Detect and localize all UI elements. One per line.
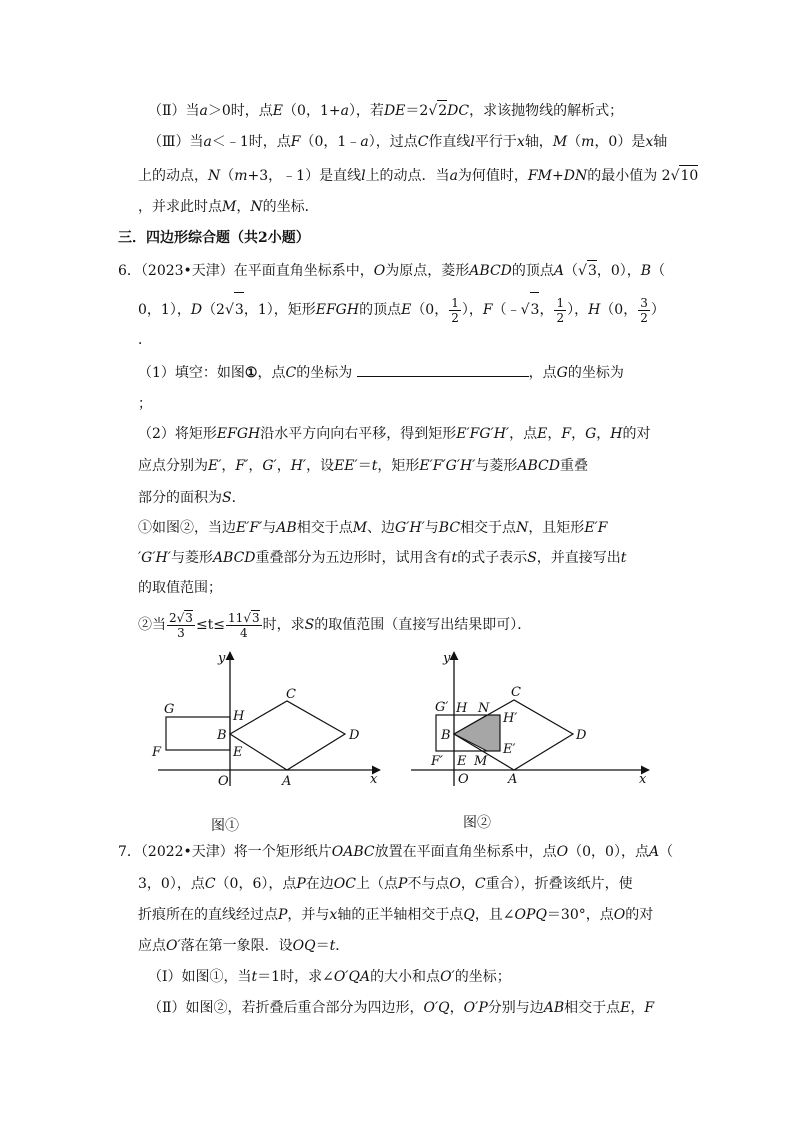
text: ，并与 <box>287 907 330 923</box>
var: G <box>585 426 597 442</box>
var: E′F <box>584 520 608 536</box>
var-e: E <box>272 103 284 119</box>
var: E′FG′H′ <box>456 426 510 442</box>
text: （﹣ <box>492 302 521 318</box>
var: O <box>373 263 386 279</box>
q7-line3 <box>138 905 653 925</box>
figure-1 <box>140 648 390 788</box>
var: E′ <box>208 458 222 474</box>
text: 的坐标． <box>262 199 319 215</box>
numerator: 1 <box>556 295 565 310</box>
text: 相交于点 <box>296 520 353 536</box>
var: t <box>371 458 378 474</box>
text: 的对 <box>622 426 651 442</box>
text: （ <box>220 168 235 184</box>
label-h: H <box>233 709 245 724</box>
var: t <box>620 550 627 566</box>
q7-line5 <box>148 967 511 987</box>
var: x <box>645 134 654 150</box>
label-d: D <box>349 728 360 743</box>
var: ′G′H′ <box>138 550 171 566</box>
label-b: B <box>441 728 451 743</box>
label-f-prime: F′ <box>431 754 443 769</box>
text: （0，1﹣ <box>300 134 361 150</box>
var: E <box>401 302 412 318</box>
text: 不与点 <box>407 876 450 892</box>
text: ， <box>571 426 586 442</box>
text: 落在第一象限．设 <box>180 938 293 954</box>
var: t <box>451 550 458 566</box>
var: AB <box>276 520 297 536</box>
section-heading: 三．四边形综合题（共2小题） <box>118 230 310 246</box>
sqrt-radicand: 3 <box>530 292 540 327</box>
var: E′F′G′H′ <box>419 458 476 474</box>
numerator: 11√3 <box>228 611 260 625</box>
text: 在边 <box>305 876 334 892</box>
text: 的顶点 <box>359 302 402 318</box>
text: ①如图②，当边 <box>138 520 236 536</box>
part-ii-line: （Ⅱ）当a＞0时，点E（0，1+a），若DE＝2√2DC，求该抛物线的解析式； <box>148 100 623 121</box>
numerator: 2√3 <box>169 611 193 625</box>
var: S <box>304 617 315 633</box>
text: +3，﹣1）是直线 <box>247 168 362 184</box>
label-b: B <box>217 728 227 743</box>
fraction <box>554 296 566 325</box>
text: 与 <box>424 520 439 536</box>
var: N <box>250 199 263 215</box>
text: （Ⅱ）如图②，若折叠后重合部分为四边形， <box>148 1000 424 1016</box>
q6-line6 <box>138 424 650 444</box>
text: 应点分别为 <box>138 458 208 474</box>
text: ． <box>335 938 350 954</box>
text: ），过点 <box>368 134 418 150</box>
label-o: O <box>458 772 469 787</box>
var: G <box>556 365 568 381</box>
var: EFGH <box>315 302 360 318</box>
q6-line5: ； <box>138 396 152 412</box>
text: ，设 <box>306 458 335 474</box>
text: 与菱形 <box>170 550 213 566</box>
var: OPQ <box>514 907 547 923</box>
sqrt-radicand: 3 <box>587 260 597 281</box>
text: ＝1时，求∠ <box>257 969 334 985</box>
q6-line1: 6．（2023•天津）在平面直角坐标系中，O为原点，菱形ABCD的顶点A（√3，0），B（ <box>118 260 665 281</box>
var: m <box>234 168 248 184</box>
text: （ <box>564 263 579 279</box>
answer-blank[interactable] <box>357 362 529 377</box>
numerator: 1 <box>451 295 459 310</box>
denominator: 2 <box>556 310 565 325</box>
rhombus-abcd <box>230 701 345 770</box>
q6-line2: 0，1），D（2√3，1），矩形EFGH的顶点E（0， $\frac{1}{2}$ ），F（﹣√3， $\frac{1}{2}$ ），H（0， $\frac{3}{2}$ ） <box>138 292 665 327</box>
var: G′H′ <box>395 520 425 536</box>
text: 的坐标为 <box>567 365 624 381</box>
sqrt-radicand: 3 <box>185 611 193 625</box>
q6-line8 <box>138 488 246 508</box>
text: ＝ <box>357 458 372 474</box>
var: M <box>222 199 237 215</box>
label-g-prime: G′ <box>435 700 449 715</box>
text: 上的动点．当 <box>365 168 450 184</box>
label-a: A <box>282 774 292 788</box>
text: （ <box>659 844 674 860</box>
label-d: D <box>576 728 587 743</box>
text: 为原点，菱形 <box>385 263 470 279</box>
var: P <box>398 876 408 892</box>
text: ， <box>276 458 291 474</box>
text: ， <box>449 1000 464 1016</box>
text: ，点 <box>257 365 286 381</box>
label-a: A <box>508 772 518 787</box>
var: O′ <box>440 969 455 985</box>
var: N <box>208 168 221 184</box>
text: 时，求 <box>262 617 305 633</box>
part-iii-line2: 上的动点，N（m+3，﹣1）是直线l上的动点．当a为何值时，FM+DN的最小值为 2√10 <box>138 165 698 186</box>
text: ≤t≤ <box>195 617 226 633</box>
figure-2-caption: 图② <box>463 815 491 831</box>
text: ， <box>547 426 562 442</box>
q7-line2 <box>138 874 633 894</box>
var: t <box>329 938 336 954</box>
text: ，且∠ <box>474 907 515 923</box>
denominator: 2 <box>451 310 459 325</box>
text: 放置在平面直角坐标系中，点 <box>374 844 557 860</box>
text: ＜﹣1时，点 <box>211 134 291 150</box>
label-c: C <box>511 685 521 700</box>
text: 上的动点， <box>138 168 208 184</box>
text: ． <box>231 490 246 506</box>
text: （2）将矩形 <box>138 426 217 442</box>
text: ）， <box>461 302 483 318</box>
text: （0，6），点 <box>215 876 297 892</box>
var: l <box>470 134 475 150</box>
fraction <box>638 296 650 325</box>
var: a <box>360 134 369 150</box>
text: 沿水平方向向右平移，得到矩形 <box>260 426 457 442</box>
var: M <box>552 134 568 150</box>
text: 与 <box>262 520 277 536</box>
var: F <box>561 426 572 442</box>
text: （0， <box>411 302 449 318</box>
var: F <box>482 302 493 318</box>
text: 重叠 <box>560 458 588 474</box>
text: 的取值范围（直接写出结果即可）． <box>314 617 532 633</box>
var: E <box>537 426 548 442</box>
var: F <box>644 1000 655 1016</box>
var: ABCD <box>469 263 512 279</box>
text: ，求该抛物线的解析式； <box>469 103 624 119</box>
text: ，且矩形 <box>528 520 585 536</box>
label-n: N <box>478 701 490 716</box>
text: ＞0时，点 <box>207 103 273 119</box>
text: ） <box>650 302 665 318</box>
numerator: 3 <box>640 295 648 310</box>
sqrt-radicand: 3 <box>234 292 244 327</box>
var: H <box>610 426 623 442</box>
text: 分别与边 <box>487 1000 544 1016</box>
coef: 11 <box>228 611 244 625</box>
var: OQ <box>292 938 316 954</box>
text: ， <box>596 426 611 442</box>
var: x <box>516 134 525 150</box>
var: t <box>251 969 258 985</box>
var: ABCD <box>212 550 256 566</box>
text: ， <box>539 302 554 318</box>
text: 部分的面积为 <box>138 490 222 506</box>
text: 重合），折叠该纸片，使 <box>485 876 633 892</box>
text: ），若 <box>348 103 384 119</box>
q6-line12 <box>138 607 531 643</box>
text: （2 <box>202 302 225 318</box>
figure-1-caption: 图① <box>211 818 239 834</box>
var-dc: DC <box>447 103 470 119</box>
text: 相交于点 <box>460 520 517 536</box>
label-x: x <box>639 772 647 787</box>
var: m <box>581 134 595 150</box>
text: ＝30°，点 <box>546 907 614 923</box>
var: l <box>361 168 366 184</box>
text: 0，1）， <box>138 302 191 318</box>
var: B <box>640 263 652 279</box>
var: AB <box>543 1000 565 1016</box>
var: BC <box>438 520 461 536</box>
var: a <box>449 168 458 184</box>
q7-line4 <box>138 936 349 956</box>
var: EFGH <box>216 426 261 442</box>
var-a: a <box>340 103 349 119</box>
var: P <box>296 876 306 892</box>
text: （0， <box>600 302 638 318</box>
var: F <box>290 134 301 150</box>
var: OABC <box>331 844 375 860</box>
fraction <box>226 610 262 640</box>
sqrt-radicand: 10 <box>679 165 698 186</box>
text: ，矩形 <box>377 458 420 474</box>
var: OC <box>333 876 356 892</box>
text: 折痕所在的直线经过点 <box>138 907 278 923</box>
label-g: G <box>164 702 175 717</box>
var: P <box>278 907 288 923</box>
var: O′P <box>463 1000 488 1016</box>
var: O′Q <box>423 1000 450 1016</box>
sqrt-radicand: 3 <box>251 611 260 625</box>
var: C <box>417 134 429 150</box>
text: ， <box>236 199 251 215</box>
text: （ <box>651 263 666 279</box>
var-a: a <box>199 103 208 119</box>
text: 相交于点 <box>564 1000 621 1016</box>
text: 轴， <box>524 134 553 150</box>
text: 轴的正半轴相交于点 <box>337 907 464 923</box>
var: F′ <box>235 458 249 474</box>
text: 轴 <box>653 134 668 150</box>
text: ＝2 <box>405 103 429 119</box>
text: 应点 <box>138 938 166 954</box>
text: （1）填空：如图 <box>138 365 245 381</box>
text: （0，1+ <box>283 103 341 119</box>
var: N <box>516 520 529 536</box>
q7-line1 <box>118 842 673 862</box>
text: 的坐标为 <box>296 365 353 381</box>
var: Q <box>463 907 475 923</box>
text: ②当 <box>138 617 166 633</box>
var: x <box>329 907 338 923</box>
label-o: O <box>218 774 229 788</box>
text: 、边 <box>367 520 396 536</box>
q6-line4 <box>138 362 624 383</box>
text: ，0）是 <box>594 134 646 150</box>
var: S <box>527 550 537 566</box>
var: ABCD <box>517 458 560 474</box>
var: O′QA <box>333 969 371 985</box>
text: ， <box>460 876 475 892</box>
text: 平行于 <box>474 134 517 150</box>
var: DN <box>563 168 588 184</box>
fraction <box>167 610 195 640</box>
var: H′ <box>290 458 307 474</box>
text: ，并求此时点 <box>138 199 222 215</box>
text: （Ⅱ）当 <box>148 103 200 119</box>
text: 7．（2022•天津）将一个矩形纸片 <box>118 844 332 860</box>
text: ， <box>248 458 263 474</box>
text: 的式子表示 <box>457 550 528 566</box>
text: 重叠部分为五边形时，试用含有 <box>255 550 452 566</box>
text: 上（点 <box>356 876 398 892</box>
var: FM <box>527 168 552 184</box>
var: S <box>222 490 232 506</box>
fig-ref: ① <box>244 365 258 381</box>
text: 的顶点 <box>511 263 554 279</box>
var: D <box>190 302 203 318</box>
label-e-prime: E′ <box>503 742 516 757</box>
var: E <box>620 1000 631 1016</box>
text: ，点 <box>528 365 557 381</box>
text: 与菱形 <box>475 458 518 474</box>
var: O′ <box>166 938 181 954</box>
label-f: F <box>152 745 162 760</box>
var: O <box>613 907 626 923</box>
text: 为何值时， <box>457 168 528 184</box>
text: 6．（2023•天津）在平面直角坐标系中， <box>118 263 374 279</box>
coef: 2 <box>169 611 177 625</box>
var: G′ <box>262 458 277 474</box>
denominator: 2 <box>640 310 648 325</box>
var: A <box>553 263 565 279</box>
var: EE′ <box>334 458 358 474</box>
part-iii-line3 <box>138 197 319 217</box>
label-c: C <box>286 687 296 702</box>
text: ，点 <box>509 426 538 442</box>
text: ， <box>221 458 236 474</box>
text: 3，0），点 <box>138 876 205 892</box>
q6-line7 <box>138 456 588 476</box>
text: ＝ <box>315 938 330 954</box>
label-e: E <box>233 745 243 760</box>
text: （Ⅲ）当 <box>148 134 204 150</box>
label-y: y <box>443 651 451 666</box>
text: ，1），矩形 <box>243 302 316 318</box>
text: 的坐标； <box>454 969 511 985</box>
text: （0，0），点 <box>568 844 649 860</box>
q6-line3: ． <box>138 332 152 348</box>
text: （ <box>567 134 582 150</box>
var: C <box>474 876 486 892</box>
text: ，并直接写出 <box>536 550 621 566</box>
q6-line10 <box>138 548 626 568</box>
var: A <box>648 844 660 860</box>
part-iii-line1 <box>148 132 667 152</box>
var: O <box>449 876 461 892</box>
q7-line6 <box>148 998 654 1018</box>
var: M <box>352 520 368 536</box>
q6-line11: 的取值范围； <box>138 580 222 596</box>
label-h: H <box>456 701 468 716</box>
label-e: E <box>457 754 467 769</box>
var-de: DE <box>383 103 406 119</box>
label-y: y <box>218 651 226 666</box>
var: H <box>588 302 601 318</box>
fraction <box>449 296 461 325</box>
text: （Ⅰ）如图①，当 <box>148 969 252 985</box>
var: a <box>203 134 212 150</box>
denominator: 3 <box>177 626 185 640</box>
label-h-prime: H′ <box>503 711 518 726</box>
text: + <box>551 168 564 184</box>
var: E′F′ <box>236 520 263 536</box>
var: C <box>204 876 216 892</box>
text: ）， <box>567 302 589 318</box>
figure-2 <box>405 648 655 788</box>
q6-line9 <box>138 518 607 538</box>
var: C <box>285 365 297 381</box>
var: O <box>556 844 569 860</box>
text: ， <box>630 1000 645 1016</box>
text: 的最小值为 2 <box>587 168 671 184</box>
sqrt-radicand: 2 <box>437 100 447 121</box>
text: ，0）， <box>596 263 641 279</box>
text: 的对 <box>625 907 654 923</box>
label-m: M <box>474 754 488 769</box>
denominator: 4 <box>240 626 248 640</box>
label-x: x <box>370 772 378 787</box>
text: 作直线 <box>428 134 471 150</box>
text: 的大小和点 <box>370 969 441 985</box>
